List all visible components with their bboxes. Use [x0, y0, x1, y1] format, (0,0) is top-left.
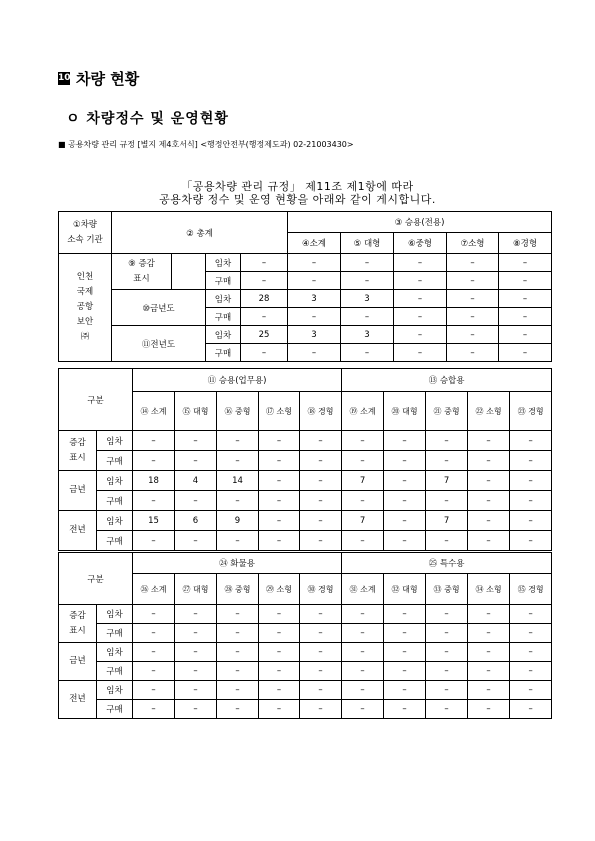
total-value: – — [241, 308, 288, 326]
value-cell: – — [288, 344, 341, 362]
header-passenger: ③ 승용(전용) — [288, 212, 552, 233]
passenger-vehicle-table — [58, 368, 552, 551]
value-cell: – — [468, 605, 510, 624]
group-label: ⑨ 증감 표시 — [112, 254, 172, 290]
value-cell: – — [133, 624, 175, 643]
header-subcolumn: ㉟ 경형 — [510, 574, 552, 605]
value-cell: 18 — [133, 471, 175, 491]
value-cell: – — [510, 491, 552, 511]
value-cell: – — [426, 624, 468, 643]
total-value: – — [241, 254, 288, 272]
row-type: 구매 — [206, 344, 241, 362]
value-cell: – — [468, 511, 510, 531]
value-cell: – — [259, 431, 300, 451]
header-subcolumn: ㉜ 대형 — [384, 574, 426, 605]
table-row — [59, 326, 552, 344]
value-cell: – — [259, 605, 300, 624]
value-cell: – — [384, 624, 426, 643]
value-cell: 3 — [288, 290, 341, 308]
value-cell: – — [288, 254, 341, 272]
value-cell: – — [259, 471, 300, 491]
row-type: 구매 — [97, 491, 133, 511]
header-subcolumn: ㉘ 중형 — [217, 574, 259, 605]
header-subcolumn: ⑥중형 — [394, 233, 447, 254]
header-subcolumn: ⑭ 소계 — [133, 392, 175, 431]
value-cell: – — [394, 326, 447, 344]
value-cell: – — [426, 605, 468, 624]
subsection-bullet: ㅇ — [66, 111, 81, 127]
group-label: 전년 — [59, 681, 97, 719]
value-cell: – — [426, 643, 468, 662]
table-row — [59, 471, 552, 491]
table-subheader-row — [59, 574, 552, 605]
table-row — [59, 624, 552, 643]
value-cell: – — [342, 643, 384, 662]
value-cell: – — [447, 272, 499, 290]
value-cell: – — [342, 605, 384, 624]
value-cell: – — [384, 431, 426, 451]
group-label: ⑪전년도 — [112, 326, 206, 362]
total-value: – — [241, 272, 288, 290]
row-type: 임차 — [97, 605, 133, 624]
header-subcolumn: ㉝ 중형 — [426, 574, 468, 605]
section-heading — [58, 68, 139, 89]
header-subcolumn: ⑤ 대형 — [341, 233, 394, 254]
group-label: 금년 — [59, 643, 97, 681]
header-agency: ①차량 소속 기관 — [59, 212, 112, 254]
value-cell: – — [499, 326, 552, 344]
header-group-a: ㉔ 화물용 — [133, 553, 342, 574]
header-subcolumn: ⑱ 경형 — [300, 392, 342, 431]
value-cell: – — [133, 605, 175, 624]
header-subcolumn: ㉑ 중형 — [426, 392, 468, 431]
header-subcolumn: ㉗ 대형 — [175, 574, 217, 605]
value-cell: – — [468, 451, 510, 471]
value-cell: – — [133, 491, 175, 511]
value-cell: – — [175, 681, 217, 700]
table-row — [59, 254, 552, 272]
group-label: 증감 표시 — [59, 431, 97, 471]
value-cell: – — [447, 254, 499, 272]
cargo-special-vehicle-table — [58, 552, 552, 719]
value-cell: – — [300, 531, 342, 551]
value-cell: – — [217, 662, 259, 681]
group-label: 전년 — [59, 511, 97, 551]
value-cell: – — [300, 471, 342, 491]
value-cell: – — [133, 700, 175, 719]
header-subcolumn: ㉓ 경형 — [510, 392, 552, 431]
subsection-title: 차량정수 및 운영현황 — [86, 111, 229, 127]
group-label: 증감 표시 — [59, 605, 97, 643]
value-cell: – — [342, 531, 384, 551]
table-row — [59, 511, 552, 531]
header-group-a: ⑪ 승용(업무용) — [133, 369, 342, 392]
table-row — [59, 531, 552, 551]
value-cell: 7 — [342, 511, 384, 531]
value-cell: – — [175, 491, 217, 511]
header-total: ② 총계 — [112, 212, 288, 254]
row-type: 구매 — [97, 624, 133, 643]
value-cell: – — [510, 624, 552, 643]
value-cell: – — [394, 254, 447, 272]
value-cell: – — [341, 344, 394, 362]
value-cell: – — [259, 681, 300, 700]
value-cell: – — [259, 531, 300, 551]
value-cell: – — [175, 643, 217, 662]
header-subcolumn: ⑲ 소계 — [342, 392, 384, 431]
table-row — [59, 700, 552, 719]
table-row — [59, 605, 552, 624]
value-cell: – — [175, 431, 217, 451]
value-cell: – — [384, 511, 426, 531]
value-cell: – — [217, 700, 259, 719]
value-cell: 7 — [426, 471, 468, 491]
value-cell: – — [468, 700, 510, 719]
header-subcolumn: ㉒ 소형 — [468, 392, 510, 431]
value-cell: – — [468, 624, 510, 643]
value-cell: – — [468, 643, 510, 662]
value-cell: – — [499, 272, 552, 290]
value-cell: – — [426, 681, 468, 700]
header-subcolumn: ㉖ 소계 — [133, 574, 175, 605]
value-cell: – — [426, 700, 468, 719]
source-note: ■ 공용차량 관리 규정 [별지 제4호서식] <행정안전부(행정제도과) 02-21003430> — [58, 140, 354, 149]
header-category: 구분 — [59, 369, 133, 431]
row-type: 임차 — [97, 431, 133, 451]
section-title: 차량 현황 — [76, 70, 140, 88]
value-cell: 4 — [175, 471, 217, 491]
value-cell: 7 — [426, 511, 468, 531]
value-cell: – — [384, 662, 426, 681]
value-cell: – — [510, 511, 552, 531]
table-row — [59, 491, 552, 511]
value-cell: – — [510, 643, 552, 662]
agency-name: 인천 국제 공항 보안 ㈜ — [59, 254, 112, 362]
value-cell: – — [426, 451, 468, 471]
value-cell: – — [426, 431, 468, 451]
value-cell: – — [175, 662, 217, 681]
table-row — [59, 451, 552, 471]
value-cell: – — [288, 308, 341, 326]
value-cell: – — [300, 643, 342, 662]
table-row — [59, 431, 552, 451]
value-cell: – — [394, 272, 447, 290]
value-cell: – — [510, 431, 552, 451]
header-subcolumn: ㉛ 소계 — [342, 574, 384, 605]
value-cell: – — [217, 491, 259, 511]
value-cell: – — [342, 431, 384, 451]
value-cell: – — [300, 491, 342, 511]
header-subcolumn: ㉙ 소형 — [259, 574, 300, 605]
value-cell: – — [447, 344, 499, 362]
header-subcolumn: ⑯ 중형 — [217, 392, 259, 431]
value-cell: – — [499, 308, 552, 326]
value-cell: – — [217, 624, 259, 643]
value-cell: – — [259, 662, 300, 681]
header-subcolumn: ⑦소형 — [447, 233, 499, 254]
value-cell: – — [342, 491, 384, 511]
value-cell: – — [175, 605, 217, 624]
notice-line-2: 공용차량 정수 및 운영 현황을 아래와 같이 게시합니다. — [159, 193, 436, 206]
value-cell: – — [341, 308, 394, 326]
value-cell: 3 — [288, 326, 341, 344]
table-row — [59, 681, 552, 700]
value-cell: – — [175, 624, 217, 643]
row-type: 임차 — [206, 326, 241, 344]
header-subcolumn: ⑮ 대형 — [175, 392, 217, 431]
value-cell: – — [259, 700, 300, 719]
value-cell: – — [499, 290, 552, 308]
value-cell: – — [133, 643, 175, 662]
value-cell: – — [341, 272, 394, 290]
notice-line-1: 「공용차량 관리 규정」 제11조 제1항에 따라 — [181, 180, 414, 193]
value-cell: – — [468, 471, 510, 491]
table-header-row — [59, 369, 552, 392]
value-cell: – — [217, 451, 259, 471]
row-type: 구매 — [206, 272, 241, 290]
value-cell: – — [217, 605, 259, 624]
header-subcolumn: ⑧경형 — [499, 233, 552, 254]
value-cell: – — [510, 531, 552, 551]
total-value: – — [241, 344, 288, 362]
section-number: 10 — [58, 73, 71, 83]
value-cell: – — [468, 662, 510, 681]
value-cell: – — [342, 662, 384, 681]
value-cell: – — [133, 431, 175, 451]
value-cell: – — [468, 681, 510, 700]
row-type: 구매 — [97, 700, 133, 719]
vehicle-summary-table — [58, 211, 552, 362]
value-cell: – — [468, 531, 510, 551]
row-type: 임차 — [97, 643, 133, 662]
value-cell: – — [342, 624, 384, 643]
header-subcolumn: ⑰ 소형 — [259, 392, 300, 431]
value-cell: – — [259, 624, 300, 643]
value-cell: – — [300, 624, 342, 643]
value-cell: – — [394, 308, 447, 326]
value-cell: – — [300, 662, 342, 681]
value-cell: – — [510, 605, 552, 624]
value-cell: – — [384, 531, 426, 551]
value-cell: 3 — [341, 326, 394, 344]
value-cell: – — [468, 491, 510, 511]
value-cell: – — [447, 308, 499, 326]
total-value: 28 — [241, 290, 288, 308]
value-cell: – — [133, 451, 175, 471]
blank-cell — [172, 254, 206, 290]
value-cell: – — [341, 254, 394, 272]
value-cell: – — [259, 451, 300, 471]
value-cell: – — [217, 643, 259, 662]
value-cell: – — [426, 491, 468, 511]
row-type: 임차 — [97, 471, 133, 491]
header-group-b: ㉕ 특수용 — [342, 553, 552, 574]
value-cell: – — [499, 344, 552, 362]
value-cell: – — [133, 681, 175, 700]
value-cell: – — [300, 700, 342, 719]
group-label: 금년 — [59, 471, 97, 511]
value-cell: – — [175, 451, 217, 471]
value-cell: – — [499, 254, 552, 272]
value-cell: – — [384, 605, 426, 624]
value-cell: – — [342, 451, 384, 471]
value-cell: – — [447, 290, 499, 308]
table-row — [59, 290, 552, 308]
value-cell: – — [426, 662, 468, 681]
value-cell: – — [342, 681, 384, 700]
value-cell: – — [300, 451, 342, 471]
value-cell: – — [384, 491, 426, 511]
value-cell: – — [259, 491, 300, 511]
value-cell: – — [384, 471, 426, 491]
value-cell: – — [133, 662, 175, 681]
value-cell: – — [384, 681, 426, 700]
row-type: 구매 — [97, 662, 133, 681]
value-cell: 14 — [217, 471, 259, 491]
table-subheader-row — [59, 392, 552, 431]
value-cell: – — [394, 290, 447, 308]
value-cell: – — [288, 272, 341, 290]
value-cell: – — [175, 531, 217, 551]
row-type: 구매 — [206, 308, 241, 326]
row-type: 임차 — [97, 511, 133, 531]
value-cell: – — [510, 471, 552, 491]
value-cell: 9 — [217, 511, 259, 531]
value-cell: – — [447, 326, 499, 344]
value-cell: – — [468, 431, 510, 451]
header-subcolumn: ④소계 — [288, 233, 341, 254]
value-cell: – — [300, 605, 342, 624]
value-cell: – — [300, 431, 342, 451]
total-value: 25 — [241, 326, 288, 344]
row-type: 임차 — [206, 254, 241, 272]
group-label: ⑩금년도 — [112, 290, 206, 326]
value-cell: – — [217, 531, 259, 551]
value-cell: 15 — [133, 511, 175, 531]
header-group-b: ⑬ 승합용 — [342, 369, 552, 392]
value-cell: – — [300, 681, 342, 700]
row-type: 구매 — [97, 451, 133, 471]
row-type: 구매 — [97, 531, 133, 551]
value-cell: – — [175, 700, 217, 719]
row-type: 임차 — [97, 681, 133, 700]
row-type: 임차 — [206, 290, 241, 308]
header-subcolumn: ㉚ 경형 — [300, 574, 342, 605]
value-cell: – — [217, 431, 259, 451]
value-cell: – — [133, 531, 175, 551]
subsection-heading — [66, 108, 229, 128]
header-category: 구분 — [59, 553, 133, 605]
table-row — [59, 643, 552, 662]
table-header-row — [59, 553, 552, 574]
value-cell: – — [217, 681, 259, 700]
header-subcolumn: ㉞ 소형 — [468, 574, 510, 605]
value-cell: – — [510, 700, 552, 719]
value-cell: – — [510, 451, 552, 471]
value-cell: – — [259, 643, 300, 662]
value-cell: – — [384, 643, 426, 662]
table-header-row — [59, 212, 552, 233]
value-cell: – — [342, 700, 384, 719]
value-cell: – — [510, 681, 552, 700]
value-cell: – — [510, 662, 552, 681]
value-cell: – — [384, 451, 426, 471]
value-cell: 6 — [175, 511, 217, 531]
value-cell: 3 — [341, 290, 394, 308]
value-cell: – — [384, 700, 426, 719]
header-subcolumn: ⑳ 대형 — [384, 392, 426, 431]
value-cell: – — [300, 511, 342, 531]
value-cell: – — [394, 344, 447, 362]
table-row — [59, 662, 552, 681]
value-cell: – — [259, 511, 300, 531]
value-cell: 7 — [342, 471, 384, 491]
value-cell: – — [426, 531, 468, 551]
